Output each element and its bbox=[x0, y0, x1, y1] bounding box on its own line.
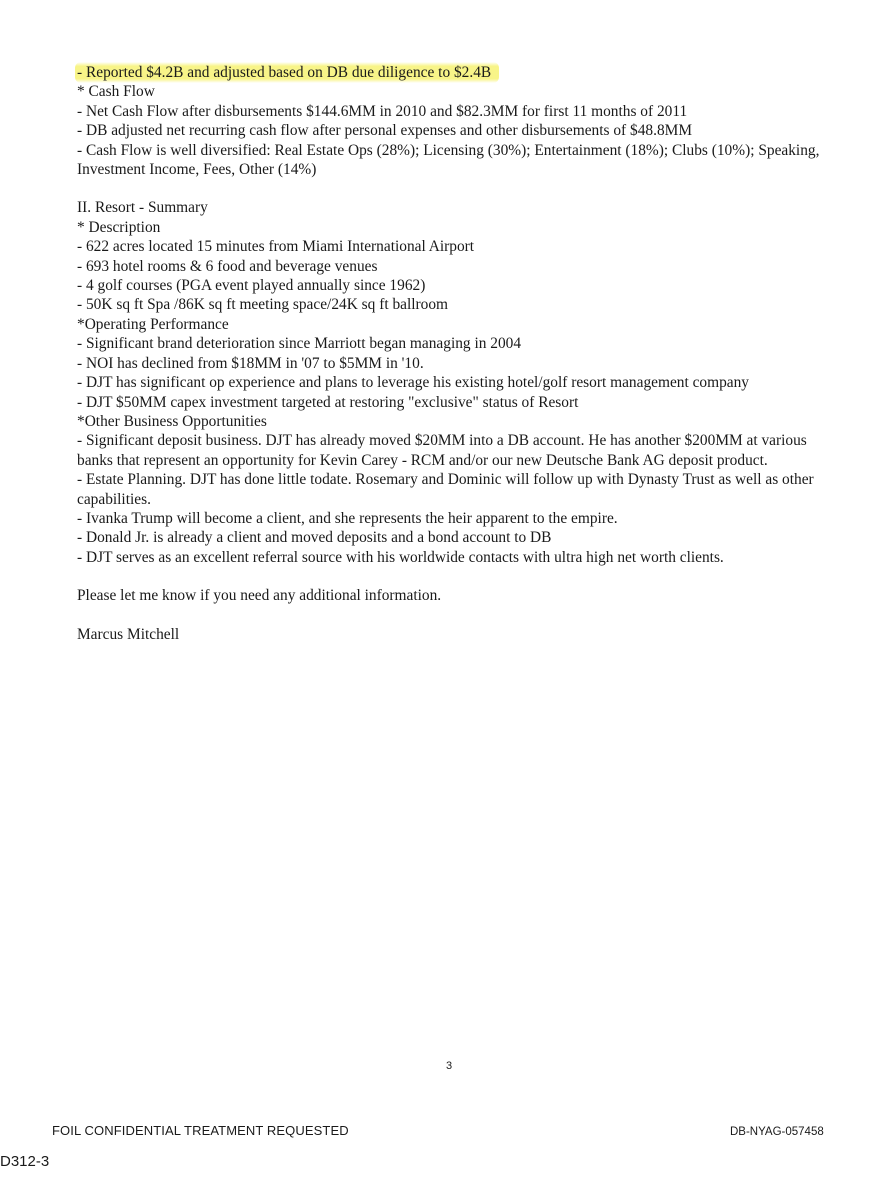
valuation-highlight: - Reported $4.2B and adjusted based on DB due diligence to $2.4B bbox=[75, 62, 499, 83]
bullet-spa: - 50K sq ft Spa /86K sq ft meeting space/24K sq ft ballroom bbox=[77, 296, 449, 314]
bullet-deposit-business: - Significant deposit business. DJT has already moved $20MM into a DB account. He has another $200MM at various banks that represent an opportunity for Kevin Carey - RCM and/or our new Deutsche Bank AG deposit product. bbox=[77, 432, 807, 469]
closing-line: Please let me know if you need any additional information. bbox=[77, 587, 442, 605]
bullet-acres: - 622 acres located 15 minutes from Miami International Airport bbox=[77, 238, 475, 256]
memo-body bbox=[77, 63, 837, 644]
bullet-donald-jr: - Donald Jr. is already a client and moved deposits and a bond account to DB bbox=[77, 529, 552, 547]
bates-number: DB-NYAG-057458 bbox=[730, 1126, 824, 1138]
section-operating-performance: *Operating Performance bbox=[77, 315, 229, 333]
bullet-op-experience: - DJT has significant op experience and plans to leverage his existing hotel/golf resort management company bbox=[77, 374, 750, 392]
bullet-golf-courses: - 4 golf courses (PGA event played annually since 1962) bbox=[77, 277, 426, 295]
section-description: * Description bbox=[77, 218, 161, 236]
bullet-capex: - DJT $50MM capex investment targeted at restoring "exclusive" status of Resort bbox=[77, 393, 579, 411]
bullet-diversified: - Cash Flow is well diversified: Real Estate Ops (28%); Licensing (30%); Entertainment (18%); Clubs (10%); Speaking, Investment Income, Fees, Other (14%) bbox=[77, 141, 820, 179]
highlighted-line bbox=[77, 63, 837, 82]
signature-name: Marcus Mitchell bbox=[77, 625, 180, 643]
bullet-net-cash-flow: - Net Cash Flow after disbursements $144.6MM in 2010 and $82.3MM for first 11 months of 2011 bbox=[77, 102, 688, 120]
bullet-estate-planning: - Estate Planning. DJT has done little todate. Rosemary and Dominic will follow up with Dynasty Trust as well as other capabilities. bbox=[77, 471, 814, 508]
bullet-adjusted-cash-flow: - DB adjusted net recurring cash flow after personal expenses and other disbursements of $48.8MM bbox=[77, 122, 693, 140]
bullet-noi: - NOI has declined from $18MM in '07 to $5MM in '10. bbox=[77, 354, 424, 372]
bullet-hotel-rooms: - 693 hotel rooms & 6 food and beverage venues bbox=[77, 257, 378, 275]
exhibit-label: D312-3 bbox=[0, 1153, 50, 1170]
bullet-ivanka: - Ivanka Trump will become a client, and she represents the heir apparent to the empire. bbox=[77, 509, 618, 527]
bullet-referral-source: - DJT serves as an excellent referral source with his worldwide contacts with ultra high net worth clients. bbox=[77, 548, 724, 566]
page-number: 3 bbox=[446, 1060, 453, 1072]
heading-resort-summary: II. Resort - Summary bbox=[77, 199, 208, 217]
section-other-opportunities: *Other Business Opportunities bbox=[77, 412, 267, 430]
section-cash-flow: * Cash Flow bbox=[77, 83, 155, 101]
bullet-brand-deterioration: - Significant brand deterioration since Marriott began managing in 2004 bbox=[77, 335, 522, 353]
confidential-footer: FOIL CONFIDENTIAL TREATMENT REQUESTED bbox=[52, 1123, 349, 1138]
